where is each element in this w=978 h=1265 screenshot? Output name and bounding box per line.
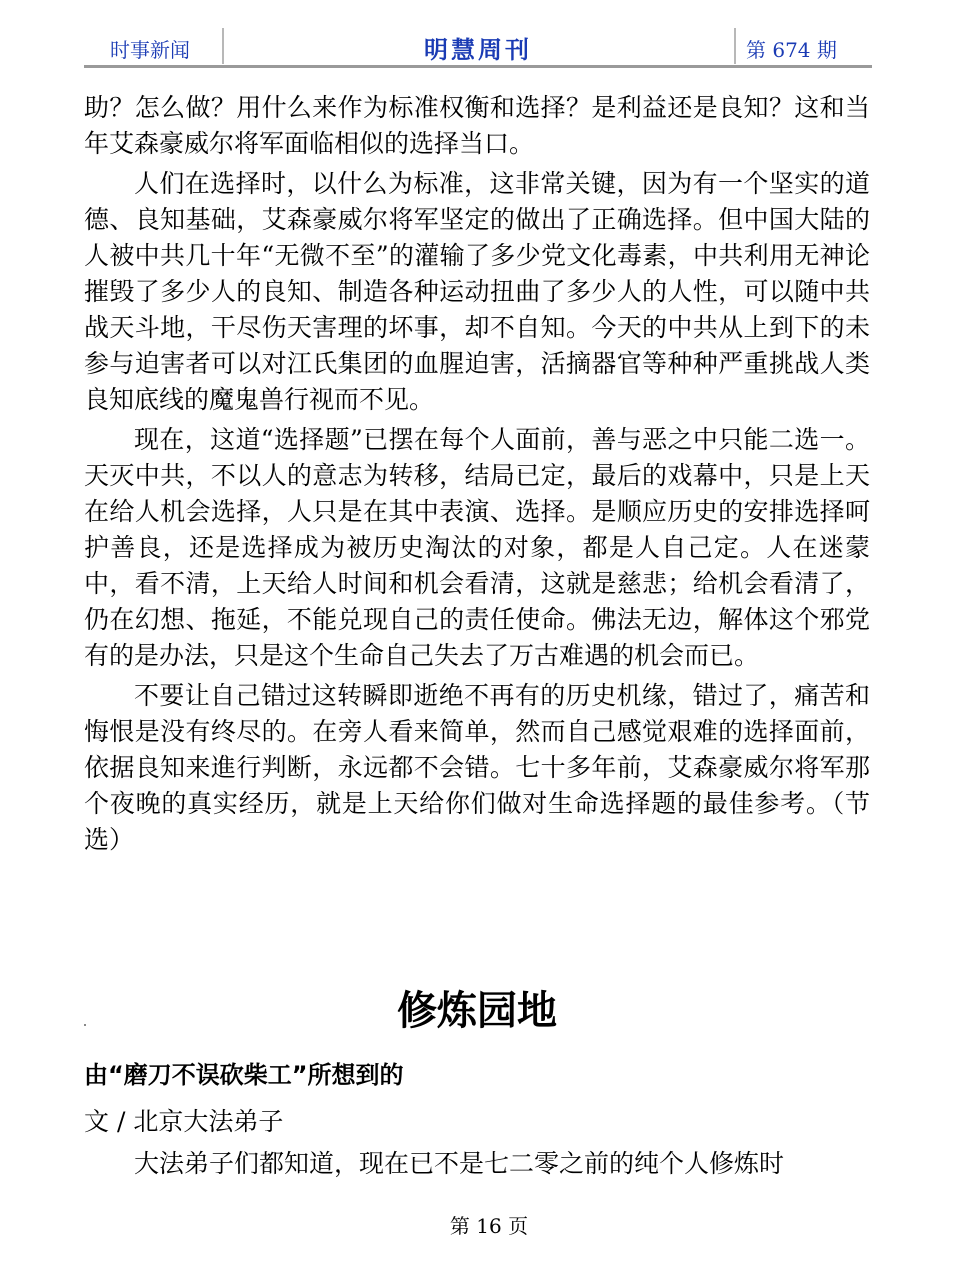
body-paragraph-4: 不要让自己错过这转瞬即逝绝不再有的历史机缘，错过了，痛苦和悔恨是没有终尽的。在旁人看来简单，然而自己感觉艰难的选择面前，依据良知来進行判断，永远都不会错。七十多年前，艾森豪威尔将军那个夜晚的真实经历，就是上天给你们做对生命选择题的最佳参考。（节选） bbox=[84, 681, 870, 854]
article-first-line: 大法弟子们都知道，现在已不是七二零之前的纯个人修炼时 bbox=[134, 1149, 785, 1178]
header-publication-title bbox=[224, 28, 732, 64]
page-number: 第 16 页 bbox=[449, 1214, 529, 1238]
article-title: 由“磨刀不误砍柴工”所想到的 bbox=[84, 1061, 404, 1089]
issue-number-text: 第 674 期 bbox=[746, 38, 837, 62]
page-header bbox=[84, 28, 872, 68]
header-section-label bbox=[84, 28, 224, 64]
section-heading: 修炼园地 bbox=[397, 988, 557, 1034]
article-byline: 文 / 北京大法弟子 bbox=[84, 1107, 284, 1136]
article-body bbox=[84, 90, 870, 862]
publication-title: 明慧周刊 bbox=[424, 36, 532, 64]
body-paragraph-1: 助？怎么做？用什么来作为标准权衡和选择？是利益还是良知？这和当年艾森豪威尔将军面临相似的选择当口。 bbox=[84, 93, 870, 158]
header-divider bbox=[84, 65, 872, 68]
body-paragraph-2: 人们在选择时，以什么为标准，这非常关键，因为有一个坚实的道德、良知基础，艾森豪威尔将军坚定的做出了正确选择。但中国大陆的人被中共几十年“无微不至”的灌输了多少党文化毒素，中共利用无神论摧毁了多少人的良知、制造各种运动扭曲了多少人的人性，可以随中共战天斗地，干尽伤天害理的坏事，却不自知。今天的中共从上到下的未参与迫害者可以对江氏集团的血腥迫害，活摘器官等种种严重挑战人类良知底线的魔鬼兽行视而不见。 bbox=[84, 169, 870, 414]
header-issue-number bbox=[734, 28, 874, 64]
header-left-text: 时事新闻 bbox=[110, 38, 190, 62]
body-paragraph-3: 现在，这道“选择题”已摆在每个人面前，善与恶之中只能二选一。天灭中共，不以人的意志为转移，结局已定，最后的戏幕中，只是上天在给人机会选择，人只是在其中表演、选择。是顺应历史的安排选择呵护善良，还是选择成为被历史淘汰的对象，都是人自己定。人在迷蒙中，看不清，上天给人时间和机会看清，这就是慈悲；给机会看清了，仍在幻想、拖延，不能兑现自己的责任使命。佛法无边，解体这个邪党有的是办法，只是这个生命自己失去了万古难遇的机会而已。 bbox=[84, 425, 870, 670]
